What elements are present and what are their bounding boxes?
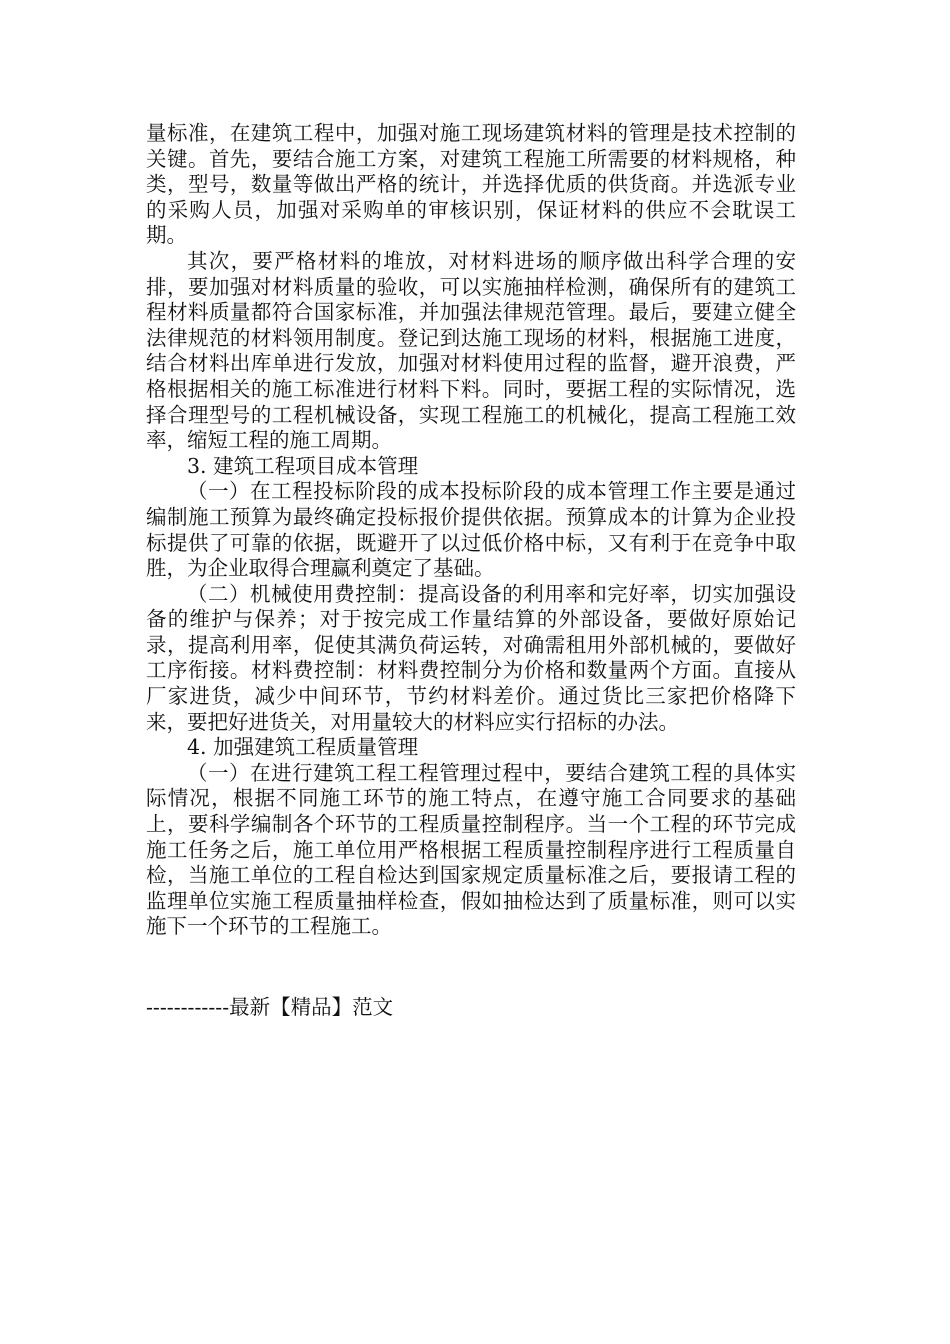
paragraph-machinery-cost: （二）机械使用费控制：提高设备的利用率和完好率，切实加强设备的维护与保养；对于按完成工作量结算的外部设备，要做好原始记录，提高利用率，促使其满负荷运转，对确需租用外部机械的，要做好工序衔接。材料费控制：材料费控制分为价格和数量两个方面。直接从厂家进货，减少中间环节，节约材料差价。通过货比三家把价格降下来，要把好进货关，对用量较大的材料应实行招标的办法。	[146, 581, 796, 734]
section-heading-cost-management: 3. 建筑工程项目成本管理	[187, 453, 419, 478]
paragraph-quality-control: （一）在进行建筑工程工程管理过程中，要结合建筑工程的具体实际情况，根据不同施工环节的施工特点，在遵守施工合同要求的基础上，要科学编制各个环节的工程质量控制程序。当一个工程的环节完成施工任务之后，施工单位用严格根据工程质量控制程序进行工程质量自检，当施工单位的工程自检达到国家规定质量标准之后，要报请工程的监理单位实施工程质量抽样检查，假如抽检达到了质量标准，则可以实施下一个环节的工程施工。	[146, 760, 796, 939]
page-footer: ------------最新【精品】范文	[146, 995, 394, 1019]
document-body	[146, 121, 796, 940]
paragraph-materials-control: 量标准，在建筑工程中，加强对施工现场建筑材料的管理是技术控制的关键。首先，要结合施工方案，对建筑工程施工所需要的材料规格，种类，型号，数量等做出严格的统计，并选择优质的供货商。并选派专业的采购人员，加强对采购单的审核识别，保证材料的供应不会耽误工期。	[146, 121, 796, 248]
paragraph-bidding-cost: （一）在工程投标阶段的成本投标阶段的成本管理工作主要是通过编制施工预算为最终确定投标报价提供依据。预算成本的计算为企业投标提供了可靠的依据，既避开了以过低价格中标，又有利于在竞争中取胜，为企业取得合理赢利奠定了基础。	[146, 479, 796, 581]
paragraph-materials-storage: 其次，要严格材料的堆放，对材料进场的顺序做出科学合理的安排，要加强对材料质量的验收，可以实施抽样检测，确保所有的建筑工程材料质量都符合国家标准，并加强法律规范管理。最后，要建立健全法律规范的材料领用制度。登记到达施工现场的材料，根据施工进度，结合材料出库单进行发放，加强对材料使用过程的监督，避开浪费，严格根据相关的施工标准进行材料下料。同时，要据工程的实际情况，选择合理型号的工程机械设备，实现工程施工的机械化，提高工程施工效率，缩短工程的施工周期。	[146, 248, 796, 453]
section-heading-quality-management: 4. 加强建筑工程质量管理	[187, 735, 419, 760]
